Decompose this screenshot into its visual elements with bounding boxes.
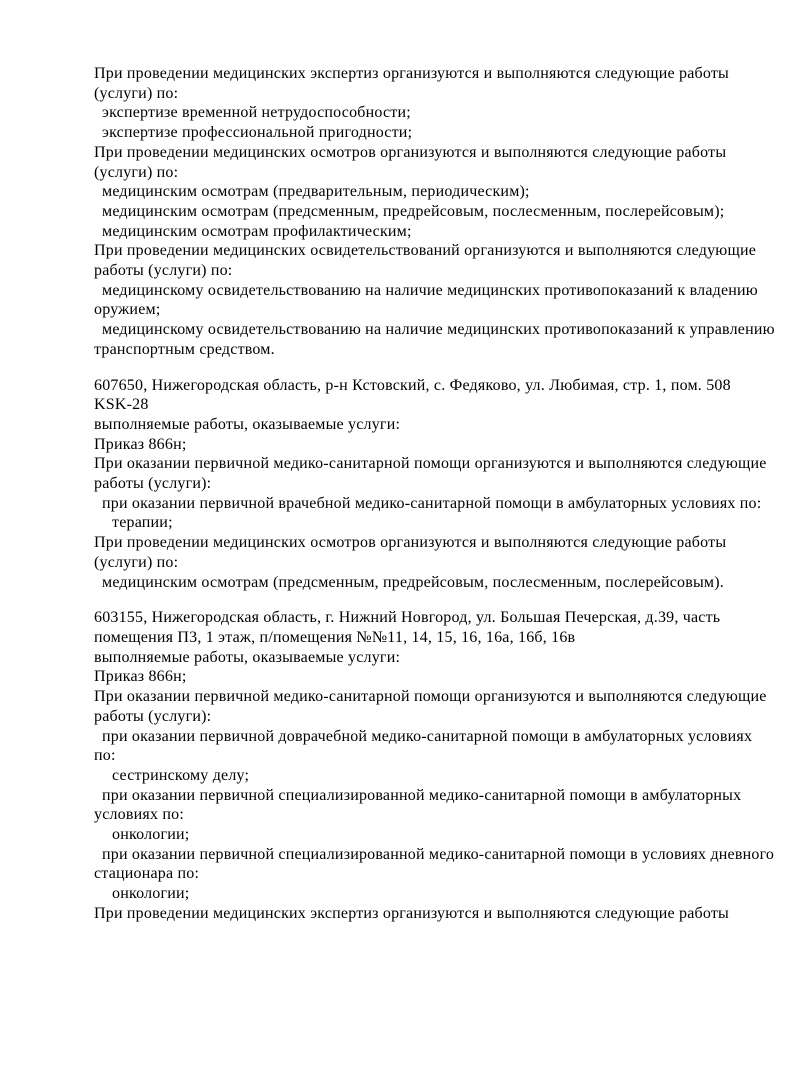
address-line: 607650, Нижегородская область, р-н Кстовский, с. Федяково, ул. Любимая, стр. 1, пом. 508 bbox=[94, 376, 731, 394]
service-item-line: при оказании первичной специализированной медико-санитарной помощи в амбулаторных bbox=[102, 786, 742, 804]
service-category-line: При оказании первичной медико-санитарной помощи организуются и выполняются следующие bbox=[94, 688, 767, 706]
service-category-line: работы (услуги) по: bbox=[94, 262, 233, 280]
service-item-line: медицинскому освидетельствованию на наличие медицинских противопоказаний к владению bbox=[102, 281, 758, 299]
section-gap bbox=[94, 592, 800, 608]
order-reference: Приказ 866н; bbox=[94, 668, 187, 686]
works-services-label: выполняемые работы, оказываемые услуги: bbox=[94, 415, 401, 433]
document-content bbox=[94, 64, 800, 924]
service-category-line: (услуги) по: bbox=[94, 84, 179, 102]
service-item-line: при оказании первичной врачебной медико-санитарной помощи в амбулаторных условиях по: bbox=[102, 494, 762, 512]
service-item-line: медицинским осмотрам (предварительным, периодическим); bbox=[102, 183, 530, 201]
service-category-line: При проведении медицинских экспертиз организуются и выполняются следующие работы bbox=[94, 65, 729, 82]
address-line: помещения П3, 1 этаж, п/помещения №№11, 14, 15, 16, 16а, 16б, 16в bbox=[94, 628, 576, 646]
service-item-line: экспертизе профессиональной пригодности; bbox=[102, 124, 413, 142]
section-gap bbox=[94, 360, 800, 376]
service-item-line: медицинским осмотрам (предсменным, предрейсовым, послесменным, послерейсовым). bbox=[102, 573, 724, 591]
service-category-line: При проведении медицинских экспертиз организуются и выполняются следующие работы bbox=[94, 904, 729, 922]
service-category-line: (услуги) по: bbox=[94, 163, 179, 181]
service-subitem-line: онкологии; bbox=[112, 885, 190, 903]
service-category-line: При оказании первичной медико-санитарной помощи организуются и выполняются следующие bbox=[94, 455, 767, 473]
service-category-line: При проведении медицинских освидетельствований организуются и выполняются следующие bbox=[94, 242, 757, 260]
service-category-line: (услуги) по: bbox=[94, 553, 179, 571]
service-item-line: условиях по: bbox=[94, 806, 184, 824]
service-subitem-line: сестринскому делу; bbox=[112, 766, 250, 784]
service-item-line: транспортным средством. bbox=[94, 340, 275, 358]
address-line: KSK-28 bbox=[94, 396, 149, 414]
service-item-line: при оказании первичной специализированной медико-санитарной помощи в условиях дневного bbox=[102, 845, 775, 863]
address-line: 603155, Нижегородская область, г. Нижний Новгород, ул. Большая Печерская, д.39, часть bbox=[94, 609, 721, 627]
service-category-line: работы (услуги): bbox=[94, 707, 212, 725]
service-category-line: работы (услуги): bbox=[94, 475, 212, 493]
service-subitem-line: онкологии; bbox=[112, 826, 190, 844]
service-item-line: при оказании первичной доврачебной медико-санитарной помощи в амбулаторных условиях bbox=[102, 727, 753, 745]
service-item-line: экспертизе временной нетрудоспособности; bbox=[102, 104, 411, 122]
order-reference: Приказ 866н; bbox=[94, 435, 187, 453]
service-category-line: При проведении медицинских осмотров организуются и выполняются следующие работы bbox=[94, 534, 727, 552]
service-category-line: При проведении медицинских осмотров организуются и выполняются следующие работы bbox=[94, 143, 727, 161]
service-subitem-line: терапии; bbox=[112, 514, 173, 532]
service-item-line: стационара по: bbox=[94, 865, 200, 883]
service-item-line: медицинскому освидетельствованию на наличие медицинских противопоказаний к управлению bbox=[102, 321, 775, 339]
works-services-label: выполняемые работы, оказываемые услуги: bbox=[94, 648, 401, 666]
service-item-line: оружием; bbox=[94, 301, 161, 319]
service-item-line: по: bbox=[94, 747, 116, 765]
service-item-line: медицинским осмотрам профилактическим; bbox=[102, 222, 412, 240]
service-item-line: медицинским осмотрам (предсменным, предрейсовым, послесменным, послерейсовым); bbox=[102, 202, 725, 220]
